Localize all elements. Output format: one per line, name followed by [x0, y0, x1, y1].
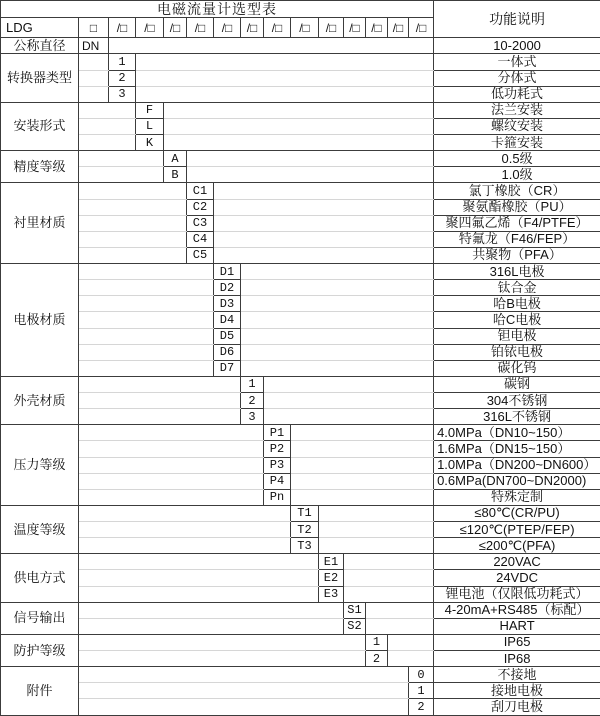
- category-label: 外壳材质: [1, 376, 79, 424]
- code-cell: 3: [241, 409, 264, 425]
- desc-cell: 哈B电极: [434, 296, 600, 312]
- filler-cell: [79, 441, 264, 457]
- code-cell: P3: [264, 457, 291, 473]
- code-cell: 1: [366, 634, 388, 650]
- code-cell: T2: [291, 522, 319, 538]
- code-cell: E1: [319, 554, 344, 570]
- code-cell: 1: [109, 54, 136, 70]
- filler-cell: [79, 538, 291, 554]
- category-label: 温度等级: [1, 505, 79, 553]
- desc-cell: 刮刀电极: [434, 699, 600, 716]
- table-row: [1, 264, 600, 280]
- code-cell: S2: [344, 618, 366, 634]
- model-code-slot: /□: [264, 18, 291, 38]
- table-row: [1, 699, 600, 716]
- filler-cell: [164, 118, 434, 134]
- filler-cell: [79, 457, 264, 473]
- filler-cell: [388, 651, 434, 667]
- filler-cell: [241, 280, 434, 296]
- filler-cell: [241, 328, 434, 344]
- desc-cell: 接地电极: [434, 683, 600, 699]
- code-cell: 2: [366, 651, 388, 667]
- desc-cell: HART: [434, 618, 600, 634]
- filler-cell: [136, 70, 434, 86]
- desc-cell: 一体式: [434, 54, 600, 70]
- filler-cell: [344, 554, 434, 570]
- table-row: [1, 651, 600, 667]
- filler-cell: [79, 360, 214, 376]
- code-cell: 1: [241, 376, 264, 392]
- filler-cell: [79, 699, 409, 716]
- filler-cell: [241, 360, 434, 376]
- desc-cell: 304不锈钢: [434, 393, 600, 409]
- desc-cell: 聚四氟乙烯（F4/PTFE）: [434, 215, 600, 231]
- filler-cell: [79, 328, 214, 344]
- table-row: [1, 667, 600, 683]
- filler-cell: [344, 586, 434, 602]
- filler-cell: [319, 538, 434, 554]
- desc-cell: 铂铱电极: [434, 344, 600, 360]
- table-row: [1, 683, 600, 699]
- table-row: [1, 344, 600, 360]
- table-row: [1, 86, 600, 102]
- table-row: [1, 505, 600, 521]
- table-row: [1, 135, 600, 151]
- model-code-slot: /□: [366, 18, 388, 38]
- desc-cell: 分体式: [434, 70, 600, 86]
- desc-cell: 卡箍安装: [434, 135, 600, 151]
- desc-cell: 1.6MPa（DN15~150）: [434, 441, 600, 457]
- desc-cell: 共聚物（PFA）: [434, 247, 600, 263]
- desc-cell: ≤200℃(PFA): [434, 538, 600, 554]
- table-row: [1, 215, 600, 231]
- category-label: 转换器类型: [1, 54, 79, 102]
- table-row: [1, 70, 600, 86]
- filler-cell: [264, 393, 434, 409]
- desc-cell: 24VDC: [434, 570, 600, 586]
- filler-cell: [79, 118, 136, 134]
- code-cell: C1: [187, 183, 214, 199]
- filler-cell: [79, 135, 136, 151]
- code-cell: 1: [409, 683, 434, 699]
- model-code-slot: /□: [291, 18, 319, 38]
- code-cell: D6: [214, 344, 241, 360]
- table-row: [1, 1, 600, 18]
- desc-cell: 220VAC: [434, 554, 600, 570]
- table-row: [1, 118, 600, 134]
- desc-cell: 锂电池（仅限低功耗式）: [434, 586, 600, 602]
- filler-cell: [79, 231, 187, 247]
- filler-cell: [319, 505, 434, 521]
- code-cell: C5: [187, 247, 214, 263]
- code-cell: D4: [214, 312, 241, 328]
- filler-cell: [214, 215, 434, 231]
- code-cell: D5: [214, 328, 241, 344]
- table-row: [1, 102, 600, 118]
- filler-cell: [291, 457, 434, 473]
- table-row: [1, 554, 600, 570]
- desc-cell: 碳钢: [434, 376, 600, 392]
- desc-cell: 4-20mA+RS485（标配）: [434, 602, 600, 618]
- function-description-header: 功能说明: [434, 1, 600, 38]
- desc-cell: 钽电极: [434, 328, 600, 344]
- filler-cell: [79, 505, 291, 521]
- desc-cell: 氯丁橡胶（CR）: [434, 183, 600, 199]
- code-cell: 0: [409, 667, 434, 683]
- category-label: 附件: [1, 667, 79, 716]
- filler-cell: [79, 618, 344, 634]
- filler-cell: [291, 489, 434, 505]
- desc-cell: 316L电极: [434, 264, 600, 280]
- page-title: 电磁流量计选型表: [1, 1, 434, 18]
- desc-cell: 1.0级: [434, 167, 600, 183]
- table-row: [1, 167, 600, 183]
- desc-cell: IP65: [434, 634, 600, 650]
- code-cell: C3: [187, 215, 214, 231]
- table-row: [1, 54, 600, 70]
- table-row: [1, 634, 600, 650]
- filler-cell: [79, 634, 366, 650]
- table-row: [1, 489, 600, 505]
- filler-cell: [79, 473, 264, 489]
- table-row: [1, 280, 600, 296]
- model-code-slot: /□: [344, 18, 366, 38]
- category-label: 防护等级: [1, 634, 79, 666]
- desc-cell: 聚氨酯橡胶（PU）: [434, 199, 600, 215]
- filler-cell: [79, 54, 109, 70]
- code-cell: T3: [291, 538, 319, 554]
- code-cell: S1: [344, 602, 366, 618]
- desc-cell: 特殊定制: [434, 489, 600, 505]
- code-cell: A: [164, 151, 187, 167]
- desc-cell: IP68: [434, 651, 600, 667]
- model-code-slot: /□: [319, 18, 344, 38]
- desc-cell: 低功耗式: [434, 86, 600, 102]
- desc-cell: 法兰安装: [434, 102, 600, 118]
- model-code-slot: /□: [187, 18, 214, 38]
- desc-cell: 0.5级: [434, 151, 600, 167]
- filler-cell: [214, 231, 434, 247]
- code-cell: E3: [319, 586, 344, 602]
- code-cell: 2: [241, 393, 264, 409]
- category-label: 公称直径: [1, 38, 79, 54]
- table-row: [1, 231, 600, 247]
- desc-cell: 316L不锈钢: [434, 409, 600, 425]
- filler-cell: [241, 344, 434, 360]
- model-code-slot: /□: [409, 18, 434, 38]
- filler-cell: [241, 264, 434, 280]
- model-code-slot: /□: [109, 18, 136, 38]
- filler-cell: [291, 473, 434, 489]
- table-row: [1, 570, 600, 586]
- table-row: [1, 376, 600, 392]
- model-code-slot: /□: [214, 18, 241, 38]
- filler-cell: [187, 151, 434, 167]
- table-row: [1, 522, 600, 538]
- table-row: [1, 602, 600, 618]
- filler-cell: [79, 264, 214, 280]
- desc-cell: 碳化钨: [434, 360, 600, 376]
- code-cell: P4: [264, 473, 291, 489]
- filler-cell: [291, 441, 434, 457]
- table-row: [1, 586, 600, 602]
- model-code-slot: /□: [164, 18, 187, 38]
- filler-cell: [388, 634, 434, 650]
- filler-cell: [214, 183, 434, 199]
- filler-cell: [79, 247, 187, 263]
- category-label: 电极材质: [1, 264, 79, 377]
- code-cell: Pn: [264, 489, 291, 505]
- code-cell: 2: [109, 70, 136, 86]
- filler-cell: [79, 344, 214, 360]
- code-cell: C4: [187, 231, 214, 247]
- filler-cell: [79, 554, 319, 570]
- table-row: [1, 312, 600, 328]
- filler-cell: [264, 376, 434, 392]
- filler-cell: [79, 425, 264, 441]
- table-row: [1, 457, 600, 473]
- model-code-slot: /□: [136, 18, 164, 38]
- filler-cell: [136, 86, 434, 102]
- filler-cell: [79, 70, 109, 86]
- code-cell: 3: [109, 86, 136, 102]
- table-row: [1, 618, 600, 634]
- filler-cell: [79, 376, 241, 392]
- filler-cell: [264, 409, 434, 425]
- filler-cell: [79, 296, 214, 312]
- desc-cell: 钛合金: [434, 280, 600, 296]
- desc-cell: 特氟龙（F46/FEP）: [434, 231, 600, 247]
- filler-cell: [319, 522, 434, 538]
- model-code-slot: /□: [241, 18, 264, 38]
- filler-cell: [79, 409, 241, 425]
- filler-cell: [136, 54, 434, 70]
- category-label: 精度等级: [1, 151, 79, 183]
- filler-cell: [241, 312, 434, 328]
- filler-cell: [79, 667, 409, 683]
- code-cell: D1: [214, 264, 241, 280]
- table-row: [1, 425, 600, 441]
- table-row: [1, 441, 600, 457]
- code-cell: D2: [214, 280, 241, 296]
- category-label: 信号输出: [1, 602, 79, 634]
- filler-cell: [366, 618, 434, 634]
- code-cell: L: [136, 118, 164, 134]
- filler-cell: [79, 570, 319, 586]
- category-label: 衬里材质: [1, 183, 79, 264]
- filler-cell: [79, 280, 214, 296]
- filler-cell: [164, 135, 434, 151]
- table-row: [1, 199, 600, 215]
- filler-cell: [187, 167, 434, 183]
- table-row: [1, 538, 600, 554]
- filler-cell: [79, 312, 214, 328]
- filler-cell: [79, 151, 164, 167]
- code-cell: DN: [79, 38, 109, 54]
- code-cell: 2: [409, 699, 434, 716]
- filler-cell: [79, 199, 187, 215]
- desc-cell: 螺纹安装: [434, 118, 600, 134]
- desc-cell: 不接地: [434, 667, 600, 683]
- filler-cell: [79, 602, 344, 618]
- desc-cell: 0.6MPa(DN700~DN2000): [434, 473, 600, 489]
- code-cell: F: [136, 102, 164, 118]
- table-row: [1, 38, 600, 54]
- filler-cell: [79, 86, 109, 102]
- filler-cell: [79, 183, 187, 199]
- code-cell: D7: [214, 360, 241, 376]
- code-cell: B: [164, 167, 187, 183]
- code-cell: T1: [291, 505, 319, 521]
- model-box-slot: □: [79, 18, 109, 38]
- filler-cell: [214, 247, 434, 263]
- code-cell: P2: [264, 441, 291, 457]
- code-cell: E2: [319, 570, 344, 586]
- filler-cell: [214, 199, 434, 215]
- table-row: [1, 296, 600, 312]
- code-cell: D3: [214, 296, 241, 312]
- filler-cell: [79, 102, 136, 118]
- table-row: [1, 247, 600, 263]
- desc-cell: 10-2000: [434, 38, 600, 54]
- code-cell: P1: [264, 425, 291, 441]
- code-cell: C2: [187, 199, 214, 215]
- category-label: 供电方式: [1, 554, 79, 602]
- filler-cell: [79, 215, 187, 231]
- filler-cell: [344, 570, 434, 586]
- table-row: [1, 393, 600, 409]
- filler-cell: [79, 683, 409, 699]
- category-label: 安装形式: [1, 102, 79, 150]
- table-row: [1, 151, 600, 167]
- filler-cell: [291, 425, 434, 441]
- filler-cell: [79, 651, 366, 667]
- code-cell: K: [136, 135, 164, 151]
- table-row: [1, 473, 600, 489]
- desc-cell: 1.0MPa（DN200~DN600）: [434, 457, 600, 473]
- filler-cell: [79, 489, 264, 505]
- filler-cell: [79, 586, 319, 602]
- filler-cell: [366, 602, 434, 618]
- table-row: [1, 409, 600, 425]
- table-row: [1, 360, 600, 376]
- desc-cell: 4.0MPa（DN10~150）: [434, 425, 600, 441]
- filler-cell: [79, 167, 164, 183]
- model-code-slot: /□: [388, 18, 409, 38]
- filler-cell: [241, 296, 434, 312]
- filler-cell: [164, 102, 434, 118]
- filler-cell: [109, 38, 434, 54]
- filler-cell: [79, 522, 291, 538]
- table-row: [1, 328, 600, 344]
- model-prefix: LDG: [1, 18, 79, 38]
- category-label: 压力等级: [1, 425, 79, 506]
- table-row: [1, 183, 600, 199]
- filler-cell: [79, 393, 241, 409]
- desc-cell: 哈C电极: [434, 312, 600, 328]
- desc-cell: ≤80℃(CR/PU): [434, 505, 600, 521]
- desc-cell: ≤120℃(PTEP/FEP): [434, 522, 600, 538]
